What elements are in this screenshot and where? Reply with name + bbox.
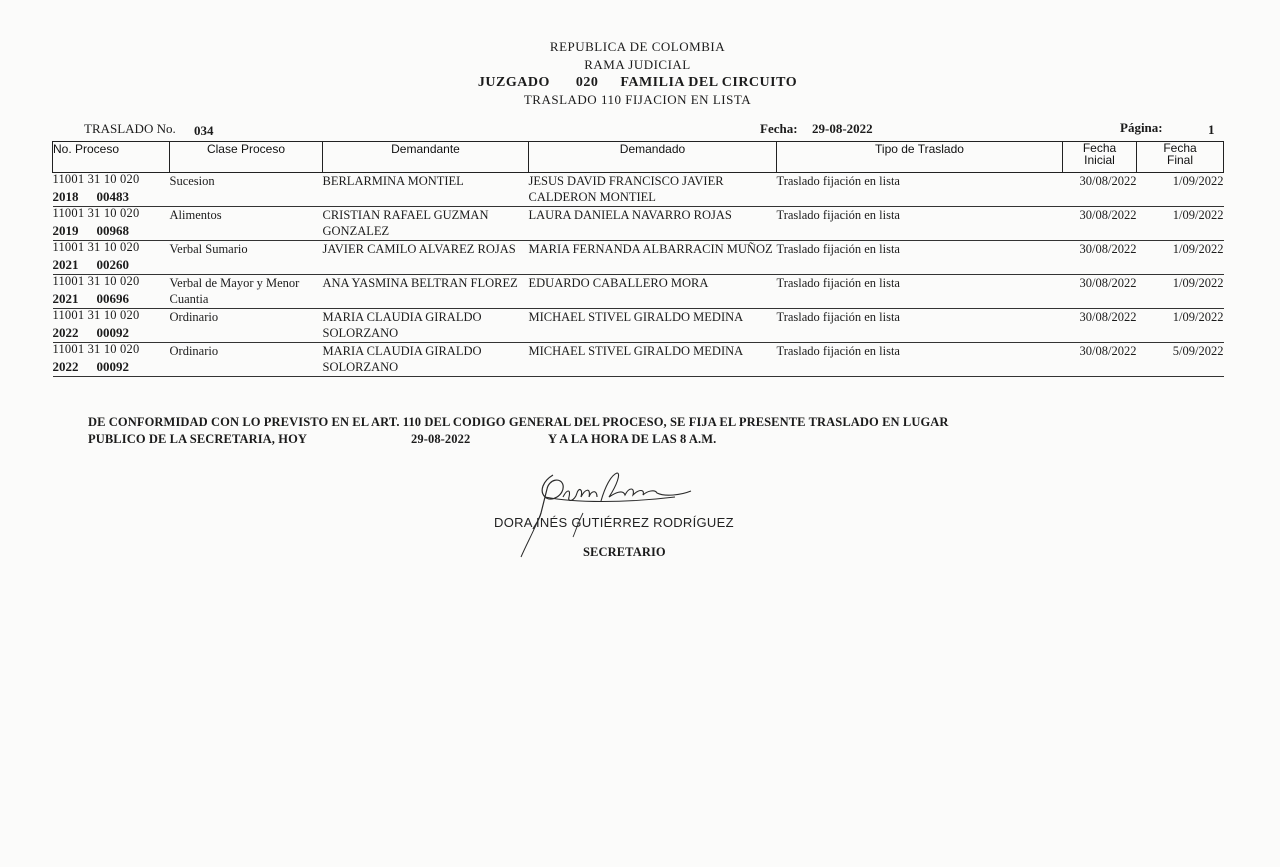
cell-fecha-final: 5/09/2022: [1137, 343, 1224, 377]
proceso-radicado: [53, 291, 170, 307]
proceso-number: 00696: [96, 291, 129, 306]
proceso-radicado: [53, 325, 170, 341]
proceso-code: 11001 31 10 020: [52, 206, 140, 220]
cell-fecha-inicial: 30/08/2022: [1063, 309, 1137, 343]
cell-clase-proceso: Verbal de Mayor y Menor Cuantia: [170, 275, 323, 309]
cell-no-proceso: [53, 241, 170, 275]
proceso-code: 11001 31 10 020: [52, 274, 140, 288]
cell-demandante: MARIA CLAUDIA GIRALDO SOLORZANO: [323, 309, 529, 343]
proceso-code: 11001 31 10 020: [52, 240, 140, 254]
cell-demandante: MARIA CLAUDIA GIRALDO SOLORZANO: [323, 343, 529, 377]
col-fecha-final: [1137, 142, 1224, 173]
cell-clase-proceso: Ordinario: [170, 343, 323, 377]
cell-tipo-traslado: Traslado fijación en lista: [777, 173, 1063, 207]
proceso-year: 2018: [52, 189, 79, 204]
col-demandado: Demandado: [529, 142, 777, 173]
pagina-label: Página:: [1120, 120, 1163, 135]
notice-line2-start: PUBLICO DE LA SECRETARIA, HOY: [88, 432, 308, 446]
col-no-proceso: No. Proceso: [53, 142, 170, 173]
cell-fecha-final: 1/09/2022: [1137, 309, 1224, 343]
fecha-value: 29-08-2022: [812, 121, 873, 136]
table-row: [53, 173, 1224, 207]
cell-no-proceso: [53, 343, 170, 377]
proceso-number: 00260: [96, 257, 129, 272]
table-row: [53, 309, 1224, 343]
cell-demandado: MICHAEL STIVEL GIRALDO MEDINA: [529, 309, 777, 343]
table-row: [53, 275, 1224, 309]
cell-clase-proceso: Ordinario: [170, 309, 323, 343]
cell-no-proceso: [53, 173, 170, 207]
cell-fecha-inicial: 30/08/2022: [1063, 241, 1137, 275]
cell-no-proceso: [53, 309, 170, 343]
cell-no-proceso: [53, 207, 170, 241]
cell-clase-proceso: Verbal Sumario: [170, 241, 323, 275]
notice-line1: DE CONFORMIDAD CON LO PREVISTO EN EL ART. 110 DEL CODIGO GENERAL DEL PROCESO, SE FIJA EL PRESENTE TRASLADO EN LUGAR: [88, 415, 949, 429]
cell-fecha-inicial: 30/08/2022: [1063, 207, 1137, 241]
cell-demandado: EDUARDO CABALLERO MORA: [529, 275, 777, 309]
cell-tipo-traslado: Traslado fijación en lista: [777, 275, 1063, 309]
col-demandante: Demandante: [323, 142, 529, 173]
proceso-year: 2021: [52, 257, 79, 272]
proceso-radicado: [53, 359, 170, 375]
table-row: [53, 207, 1224, 241]
juzgado-label: JUZGADO: [477, 75, 550, 90]
cell-demandado: JESUS DAVID FRANCISCO JAVIER CALDERON MONTIEL: [529, 173, 777, 207]
table-header-row: [53, 142, 1224, 173]
proceso-code: 11001 31 10 020: [52, 342, 140, 356]
proceso-radicado: [53, 223, 170, 239]
cell-tipo-traslado: Traslado fijación en lista: [777, 241, 1063, 275]
fecha-label: Fecha:: [760, 121, 798, 136]
cell-tipo-traslado: Traslado fijación en lista: [777, 207, 1063, 241]
cell-fecha-inicial: 30/08/2022: [1063, 343, 1137, 377]
cell-clase-proceso: Alimentos: [170, 207, 323, 241]
col-fecha-final-line2: Final: [1166, 153, 1193, 167]
signatory-title: SECRETARIO: [583, 545, 666, 559]
cell-demandante: CRISTIAN RAFAEL GUZMAN GONZALEZ: [323, 207, 529, 241]
signatory-name: DORA INÉS GUTIÉRREZ RODRÍGUEZ: [494, 515, 734, 530]
notice-date: 29-08-2022: [411, 432, 471, 446]
proceso-code: 11001 31 10 020: [52, 172, 140, 186]
proceso-year: 2019: [52, 223, 79, 238]
proceso-radicado: [53, 189, 170, 205]
cell-demandante: ANA YASMINA BELTRAN FLOREZ: [323, 275, 529, 309]
proceso-radicado: [53, 257, 170, 273]
proceso-year: 2022: [52, 359, 79, 374]
juzgado-number: 020: [575, 75, 599, 90]
table-row: [53, 241, 1224, 275]
cell-tipo-traslado: Traslado fijación en lista: [777, 309, 1063, 343]
cell-fecha-final: 1/09/2022: [1137, 207, 1224, 241]
proceso-year: 2022: [52, 325, 79, 340]
col-fecha-inicial-line1: Fecha: [1082, 141, 1117, 155]
proceso-year: 2021: [52, 291, 79, 306]
cell-fecha-final: 1/09/2022: [1137, 241, 1224, 275]
cell-clase-proceso: Sucesion: [170, 173, 323, 207]
proceso-number: 00483: [96, 189, 129, 204]
header-traslado-type: TRASLADO 110 FIJACION EN LISTA: [523, 92, 752, 107]
cell-demandante: BERLARMINA MONTIEL: [323, 173, 529, 207]
traslado-table: [52, 141, 1224, 377]
cell-fecha-final: 1/09/2022: [1137, 275, 1224, 309]
cell-no-proceso: [53, 275, 170, 309]
col-fecha-inicial-line2: Inicial: [1084, 153, 1115, 167]
cell-fecha-inicial: 30/08/2022: [1063, 173, 1137, 207]
proceso-code: 11001 31 10 020: [52, 308, 140, 322]
pagina-value: 1: [1208, 122, 1215, 137]
traslado-number: 034: [194, 123, 214, 138]
proceso-number: 00092: [96, 325, 129, 340]
proceso-number: 00092: [96, 359, 129, 374]
header-republica: REPUBLICA DE COLOMBIA: [549, 39, 726, 54]
notice-line2-end: Y A LA HORA DE LAS 8 A.M.: [548, 432, 717, 446]
cell-demandante: JAVIER CAMILO ALVAREZ ROJAS: [323, 241, 529, 275]
cell-demandado: MICHAEL STIVEL GIRALDO MEDINA: [529, 343, 777, 377]
cell-fecha-inicial: 30/08/2022: [1063, 275, 1137, 309]
table-row: [53, 343, 1224, 377]
cell-demandado: MARIA FERNANDA ALBARRACIN MUÑOZ: [529, 241, 777, 275]
col-fecha-final-line1: Fecha: [1163, 141, 1197, 155]
header-juzgado: [0, 75, 1275, 91]
proceso-number: 00968: [96, 223, 129, 238]
cell-demandado: LAURA DANIELA NAVARRO ROJAS: [529, 207, 777, 241]
header-rama: RAMA JUDICIAL: [584, 57, 691, 72]
cell-tipo-traslado: Traslado fijación en lista: [777, 343, 1063, 377]
col-tipo-traslado: Tipo de Traslado: [777, 142, 1063, 173]
col-clase-proceso: Clase Proceso: [170, 142, 323, 173]
traslado-label: TRASLADO No.: [84, 121, 176, 136]
juzgado-name: FAMILIA DEL CIRCUITO: [620, 75, 798, 90]
cell-fecha-final: 1/09/2022: [1137, 173, 1224, 207]
col-fecha-inicial: [1063, 142, 1137, 173]
